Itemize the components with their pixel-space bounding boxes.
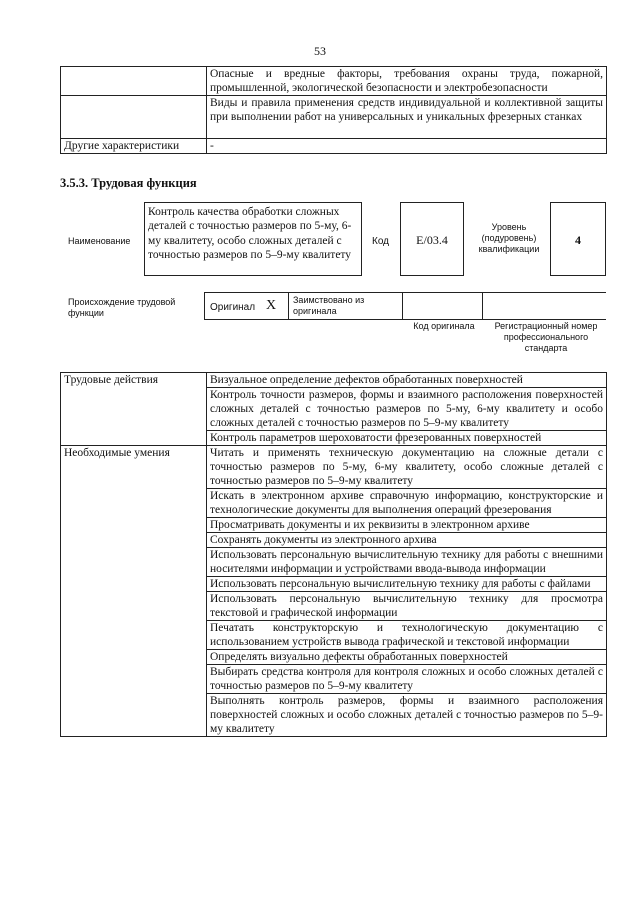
- origin-divider: [204, 293, 205, 319]
- row-text: Виды и правила применения средств индивидуальной и коллективной защиты при выполнении работ на универсальных и уникальных фрезерных станках: [207, 96, 607, 139]
- list-item: Использовать персональную вычислительную технику для просмотра текстовой и графической информации: [207, 592, 607, 621]
- name-label: Наименование: [68, 236, 131, 246]
- reg-number-label: Регистрационный номер профессионального стандарта: [494, 321, 598, 353]
- list-item: Визуальное определение дефектов обработанных поверхностей: [207, 373, 607, 388]
- list-item: Контроль точности размеров, формы и взаимного расположения поверхностей сложных деталей с точностью размеров по 5-му, 6-му квалитету и особо сложных деталей с точностью размеров по 5–9-му квалитету: [207, 388, 607, 431]
- main-table: [60, 372, 607, 737]
- list-item: Определять визуально дефекты обработанных поверхностей: [207, 650, 607, 665]
- list-item: Читать и применять техническую документацию на сложные детали с точностью размеров по 5-му, 6-му квалитету, особо сложные деталей с точностью размеров по 5–9-му квалитету: [207, 446, 607, 489]
- row-label: [61, 96, 207, 139]
- section-title: 3.5.3. Трудовая функция: [60, 176, 197, 190]
- table-row: [61, 139, 607, 154]
- borrowed-label: Заимствовано из оригинала: [293, 295, 365, 316]
- list-item: Сохранять документы из электронного архива: [207, 533, 607, 548]
- row-label: Другие характеристики: [61, 139, 207, 154]
- origin-label: Происхождение трудовой функции: [68, 297, 176, 318]
- row-text: -: [207, 139, 607, 154]
- level-label: Уровень (подуровень) квалификации: [478, 222, 540, 254]
- function-name-box: Контроль качества обработки сложных деталей с точностью размеров по 5-му, 6-му квалитету, особо сложных деталей с точностью размеров по 5–9-му квалитету: [144, 202, 362, 276]
- original-mark: X: [266, 298, 277, 313]
- origin-divider: [288, 293, 289, 319]
- table-row: [61, 96, 607, 139]
- code-original-label: Код оригинала: [413, 321, 475, 331]
- group-label: Трудовые действия: [61, 373, 207, 446]
- row-text: Опасные и вредные факторы, требования охраны труда, пожарной, промышленной, экологической безопасности и электробезопасности: [207, 67, 607, 96]
- code-label: Код: [372, 236, 390, 247]
- origin-divider: [482, 293, 483, 319]
- list-item: Контроль параметров шероховатости фрезерованных поверхностей: [207, 431, 607, 446]
- table-row: [61, 67, 607, 96]
- origin-divider: [402, 293, 403, 319]
- group-label: Необходимые умения: [61, 446, 207, 737]
- top-table: [60, 66, 607, 154]
- original-label: Оригинал: [210, 302, 256, 313]
- level-box: 4: [550, 202, 606, 276]
- row-label: [61, 67, 207, 96]
- list-item: Выбирать средства контроля для контроля сложных и особо сложных деталей с точностью размеров по 5–9-му квалитету: [207, 665, 607, 694]
- table-row: [61, 446, 607, 489]
- page-number: 53: [314, 44, 326, 58]
- table-row: [61, 373, 607, 388]
- list-item: Использовать персональную вычислительную технику для работы с внешними носителями информации и устройствами ввода-вывода информации: [207, 548, 607, 577]
- code-box: E/03.4: [400, 202, 464, 276]
- list-item: Искать в электронном архиве справочную информацию, конструкторские и технологические документы для выполнения операций фрезерования: [207, 489, 607, 518]
- origin-table: [204, 292, 606, 320]
- list-item: Использовать персональную вычислительную технику для работы с файлами: [207, 577, 607, 592]
- list-item: Печатать конструкторскую и технологическую документацию с использованием устройств вывода графической и текстовой информации: [207, 621, 607, 650]
- list-item: Выполнять контроль размеров, формы и взаимного расположения поверхностей сложных и особо сложных деталей с точностью размеров по 5–9-му квалитету: [207, 694, 607, 737]
- list-item: Просматривать документы и их реквизиты в электронном архиве: [207, 518, 607, 533]
